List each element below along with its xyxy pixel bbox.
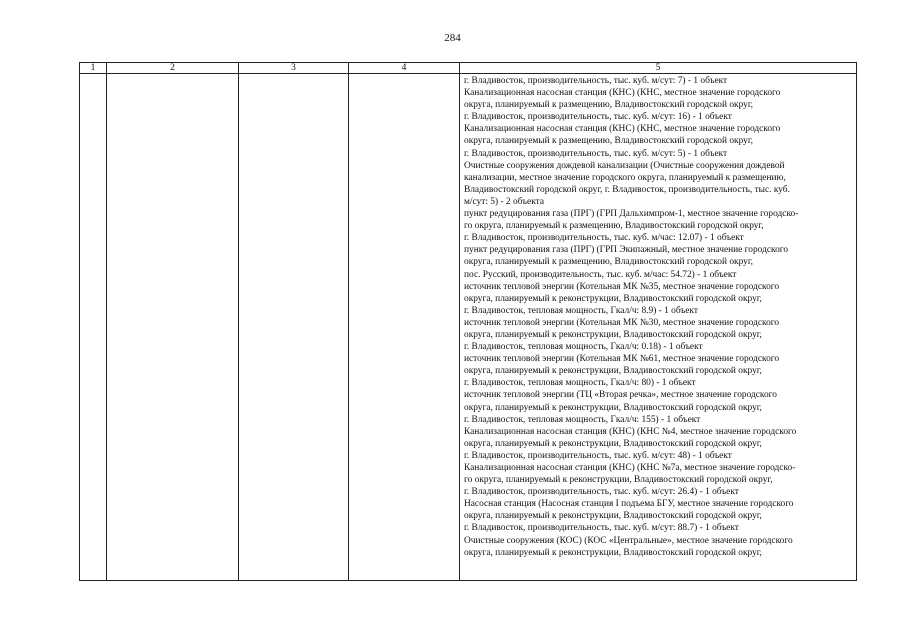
column-header-4: 4 [349, 63, 460, 74]
column-header-5: 5 [460, 63, 857, 74]
text-line: источник тепловой энергии (Котельная МК №61, местное значение городского [464, 354, 780, 365]
text-line: г. Владивосток, производительность, тыс. куб. м/сут: 88.7) - 1 объект [464, 523, 739, 534]
text-line: округа, планируемый к реконструкции, Владивостокский городской округ, [464, 511, 762, 522]
text-line: г. Владивосток, производительность, тыс. куб. м/сут: 16) - 1 объект [464, 112, 732, 123]
text-line: г. Владивосток, производительность, тыс. куб. м/сут: 26.4) - 1 объект [464, 487, 739, 498]
text-line: округа, планируемый к реконструкции, Владивостокский городской округ, [464, 402, 762, 413]
text-line: го округа, планируемый к реконструкции, Владивостокский городской округ, [464, 475, 773, 486]
page-number: 284 [444, 32, 461, 44]
text-line: источник тепловой энергии (ТЦ «Вторая речка», местное значение городского [464, 390, 777, 401]
cell-col-2 [107, 74, 239, 581]
text-line: округа, планируемый к реконструкции, Владивостокский городской округ, [464, 547, 762, 558]
text-line: Канализационная насосная станция (КНС) (КНС №7а, местное значение городско- [464, 463, 796, 473]
text-line: пункт редуцирования газа (ПРГ) (ГРП Дальхимпром-1, местное значение городско- [464, 209, 799, 220]
text-line: г. Владивосток, производительность, тыс. куб. м/час: 12.07) - 1 объект [464, 233, 744, 244]
text-line: г. Владивосток, тепловая мощность, Гкал/ч: 8.9) - 1 объект [464, 305, 698, 316]
table-row [80, 74, 857, 581]
text-line: округа, планируемый к реконструкции, Владивостокский городской округ, [464, 293, 762, 304]
text-line: пункт редуцирования газа (ПРГ) (ГРП Экипажный, местное значение городского [464, 245, 789, 256]
text-line: г. Владивосток, производительность, тыс. куб. м/сут: 7) - 1 объект [464, 76, 728, 86]
text-line: г. Владивосток, производительность, тыс. куб. м/сут: 48) - 1 объект [464, 450, 732, 461]
text-line: источник тепловой энергии (Котельная МК №30, местное значение городского [464, 317, 780, 328]
text-line: округа, планируемый к размещению, Владивостокский городской округ, [464, 100, 753, 111]
header-row [80, 63, 857, 74]
text-line: го округа, планируемый к размещению, Владивостокский городской округ, [464, 221, 764, 232]
cell-col-3 [239, 74, 349, 581]
text-line: г. Владивосток, тепловая мощность, Гкал/ч: 80) - 1 объект [464, 378, 696, 389]
text-line: Насосная станция (Насосная станция I подъема БГУ, местное значение городского [464, 499, 794, 510]
cell-col-1 [80, 74, 107, 581]
text-line: Очистные сооружения дождевой канализации (Очистные сооружения дождевой [464, 160, 785, 171]
text-line: Очистные сооружения (КОС) (КОС «Центральные», местное значение городского [464, 535, 793, 546]
object-list [464, 75, 856, 559]
text-line: источник тепловой энергии (Котельная МК №35, местное значение городского [464, 281, 780, 292]
text-line: г. Владивосток, производительность, тыс. куб. м/сут: 5) - 1 объект [464, 148, 728, 159]
text-line: Канализационная насосная станция (КНС) (КНС №4, местное значение городского [464, 426, 797, 437]
document-table [79, 62, 857, 581]
text-line: округа, планируемый к реконструкции, Владивостокский городской округ, [464, 438, 762, 449]
column-header-1: 1 [80, 63, 107, 74]
text-line: пос. Русский, производительность, тыс. куб. м/час: 54.72) - 1 объект [464, 269, 737, 280]
text-line: Канализационная насосная станция (КНС) (КНС, местное значение городского [464, 88, 781, 99]
text-line: канализации, местное значение городского округа, планируемый к размещению, [464, 172, 786, 183]
cell-col-4 [349, 74, 460, 581]
text-line: округа, планируемый к размещению, Владивостокский городской округ, [464, 136, 753, 147]
text-line: округа, планируемый к размещению, Владивостокский городской округ, [464, 257, 753, 268]
cell-col-5 [460, 74, 857, 581]
text-line: округа, планируемый к реконструкции, Владивостокский городской округ, [464, 329, 762, 340]
text-line: Владивостокский городской округ, г. Владивосток, производительность, тыс. куб. [464, 184, 790, 195]
column-header-3: 3 [239, 63, 349, 74]
text-line: Канализационная насосная станция (КНС) (КНС, местное значение городского [464, 124, 781, 135]
text-line: округа, планируемый к реконструкции, Владивостокский городской округ, [464, 366, 762, 377]
text-line: г. Владивосток, тепловая мощность, Гкал/ч: 155) - 1 объект [464, 414, 701, 425]
text-line: м/сут: 5) - 2 объекта [464, 196, 544, 207]
text-line: г. Владивосток, тепловая мощность, Гкал/ч: 0.18) - 1 объект [464, 342, 703, 353]
column-header-2: 2 [107, 63, 239, 74]
